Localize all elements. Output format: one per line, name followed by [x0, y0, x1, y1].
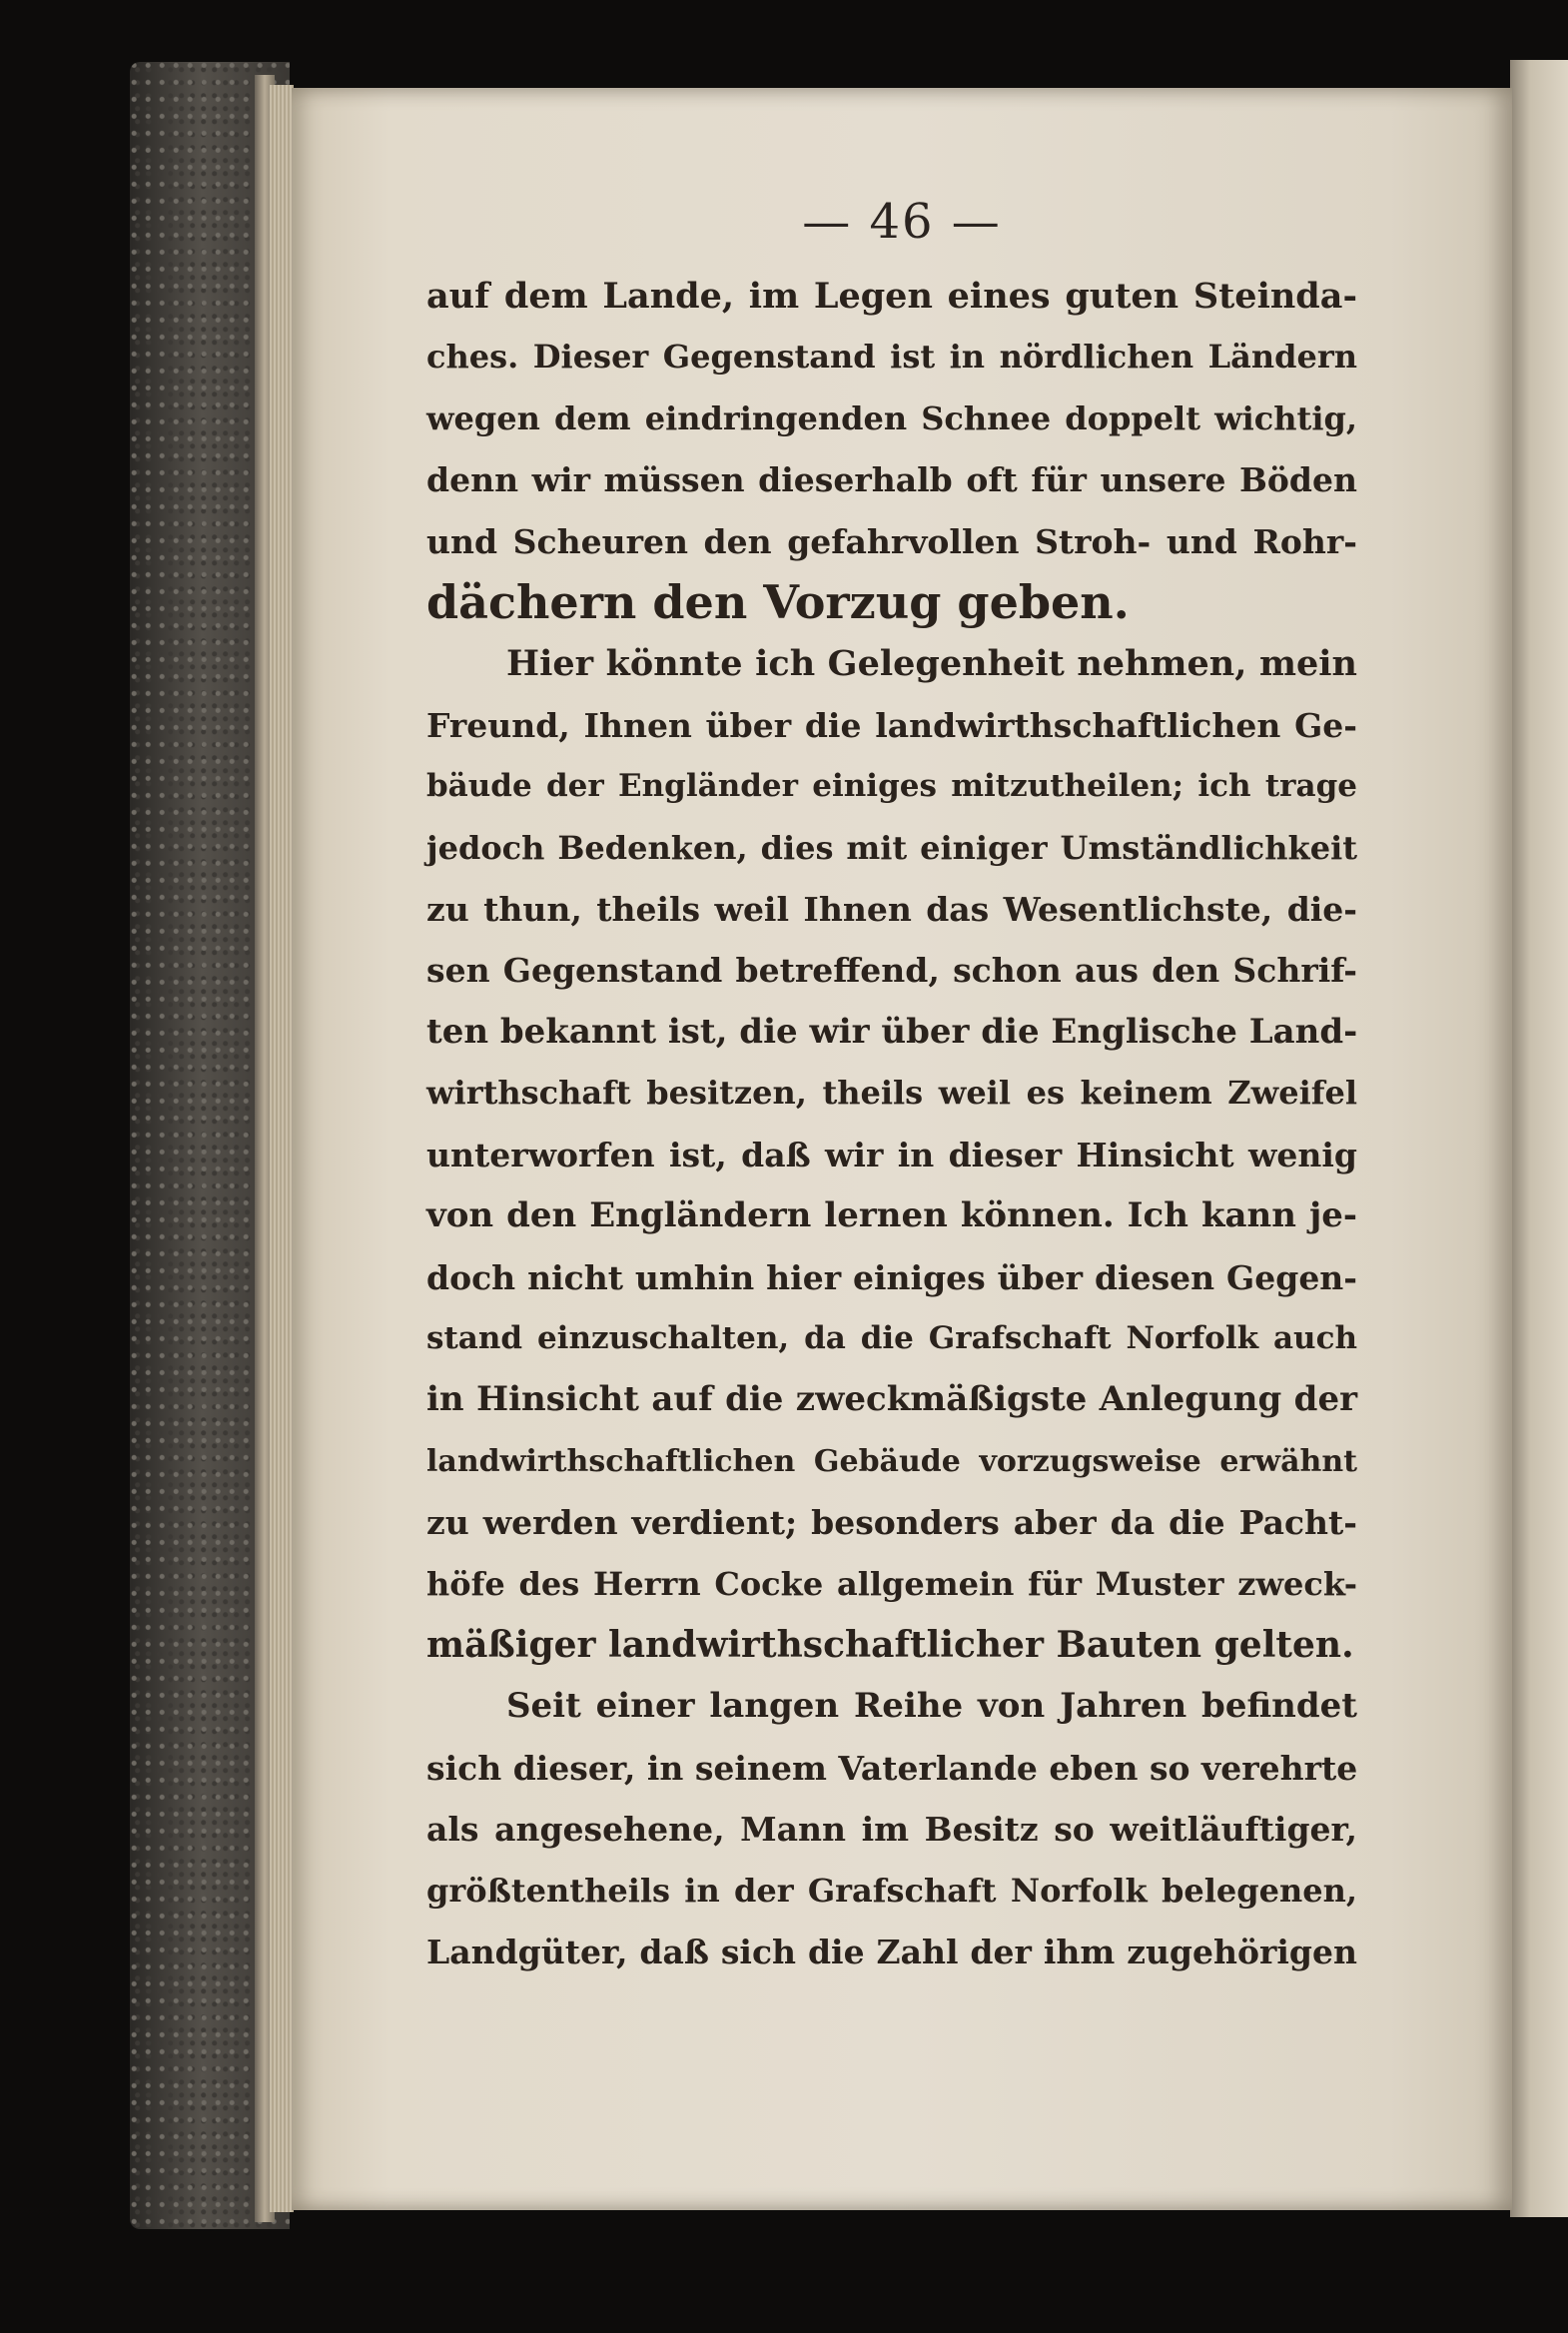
text-line: landwirthschaftlichen Gebäude vorzugsweise erwähnt [426, 1443, 1357, 1479]
text-line: zu werden verdient; besonders aber da die Pacht- [426, 1503, 1357, 1543]
text-line: von den Engländern lernen können. Ich kann je- [426, 1195, 1357, 1236]
text-line: und Scheuren den gefahrvollen Stroh- und Rohr- [426, 521, 1357, 561]
text-line: auf dem Lande, im Legen eines guten Steinda- [426, 276, 1357, 317]
page-number-header: — 46 — [802, 194, 1002, 250]
text-line: Seit einer langen Reihe von Jahren befindet [506, 1686, 1357, 1727]
text-line: sen Gegenstand betreffend, schon aus den Schrif- [426, 951, 1357, 991]
text-line: zu thun, theils weil Ihnen das Wesentlichste, die- [426, 890, 1357, 930]
text-line: dächern den Vorzug geben. [426, 575, 1130, 630]
text-line: jedoch Bedenken, dies mit einiger Umständlichkeit [426, 828, 1357, 867]
text-line: doch nicht umhin hier einiges über diesen Gegen- [426, 1257, 1357, 1297]
facing-page-edge [1510, 60, 1568, 2217]
text-line: ten bekannt ist, die wir über die Englische Land- [426, 1011, 1358, 1052]
text-line: unterworfen ist, daß wir in dieser Hinsicht wenig [426, 1135, 1357, 1174]
text-line: sich dieser, in seinem Vaterlande eben so verehrte [426, 1748, 1358, 1788]
text-line: größtentheils in der Grafschaft Norfolk belegenen, [426, 1871, 1357, 1910]
text-line: höfe des Herrn Cocke allgemein für Muster zweck- [426, 1564, 1357, 1603]
text-line: denn wir müssen dieserhalb oft für unsere Böden [426, 460, 1357, 500]
text-line: wirthschaft besitzen, theils weil es keinem Zweifel [426, 1074, 1357, 1113]
page-body [426, 266, 1357, 1982]
text-line: ches. Dieser Gegenstand ist in nördlichen Ländern [426, 338, 1357, 377]
text-line: Freund, Ihnen über die landwirthschaftlichen Ge- [426, 705, 1357, 745]
text-line: Landgüter, daß sich die Zahl der ihm zugehörigen [426, 1932, 1357, 1971]
text-line: wegen dem eindringenden Schnee doppelt wichtig, [426, 398, 1357, 437]
text-line: Hier könnte ich Gelegenheit nehmen, mein [506, 643, 1357, 685]
text-line: in Hinsicht auf die zweckmäßigste Anlegung der [426, 1379, 1357, 1420]
page-edges [270, 85, 294, 2212]
text-line: mäßiger landwirthschaftlicher Bauten gelten. [426, 1623, 1354, 1666]
text-line: als angesehene, Mann im Besitz so weitläuftiger, [426, 1810, 1357, 1850]
text-line: bäude der Engländer einiges mitzutheilen; ich trage [426, 768, 1357, 805]
book-page [292, 88, 1512, 2210]
text-line: stand einzuschalten, da die Grafschaft Norfolk auch [426, 1319, 1357, 1356]
